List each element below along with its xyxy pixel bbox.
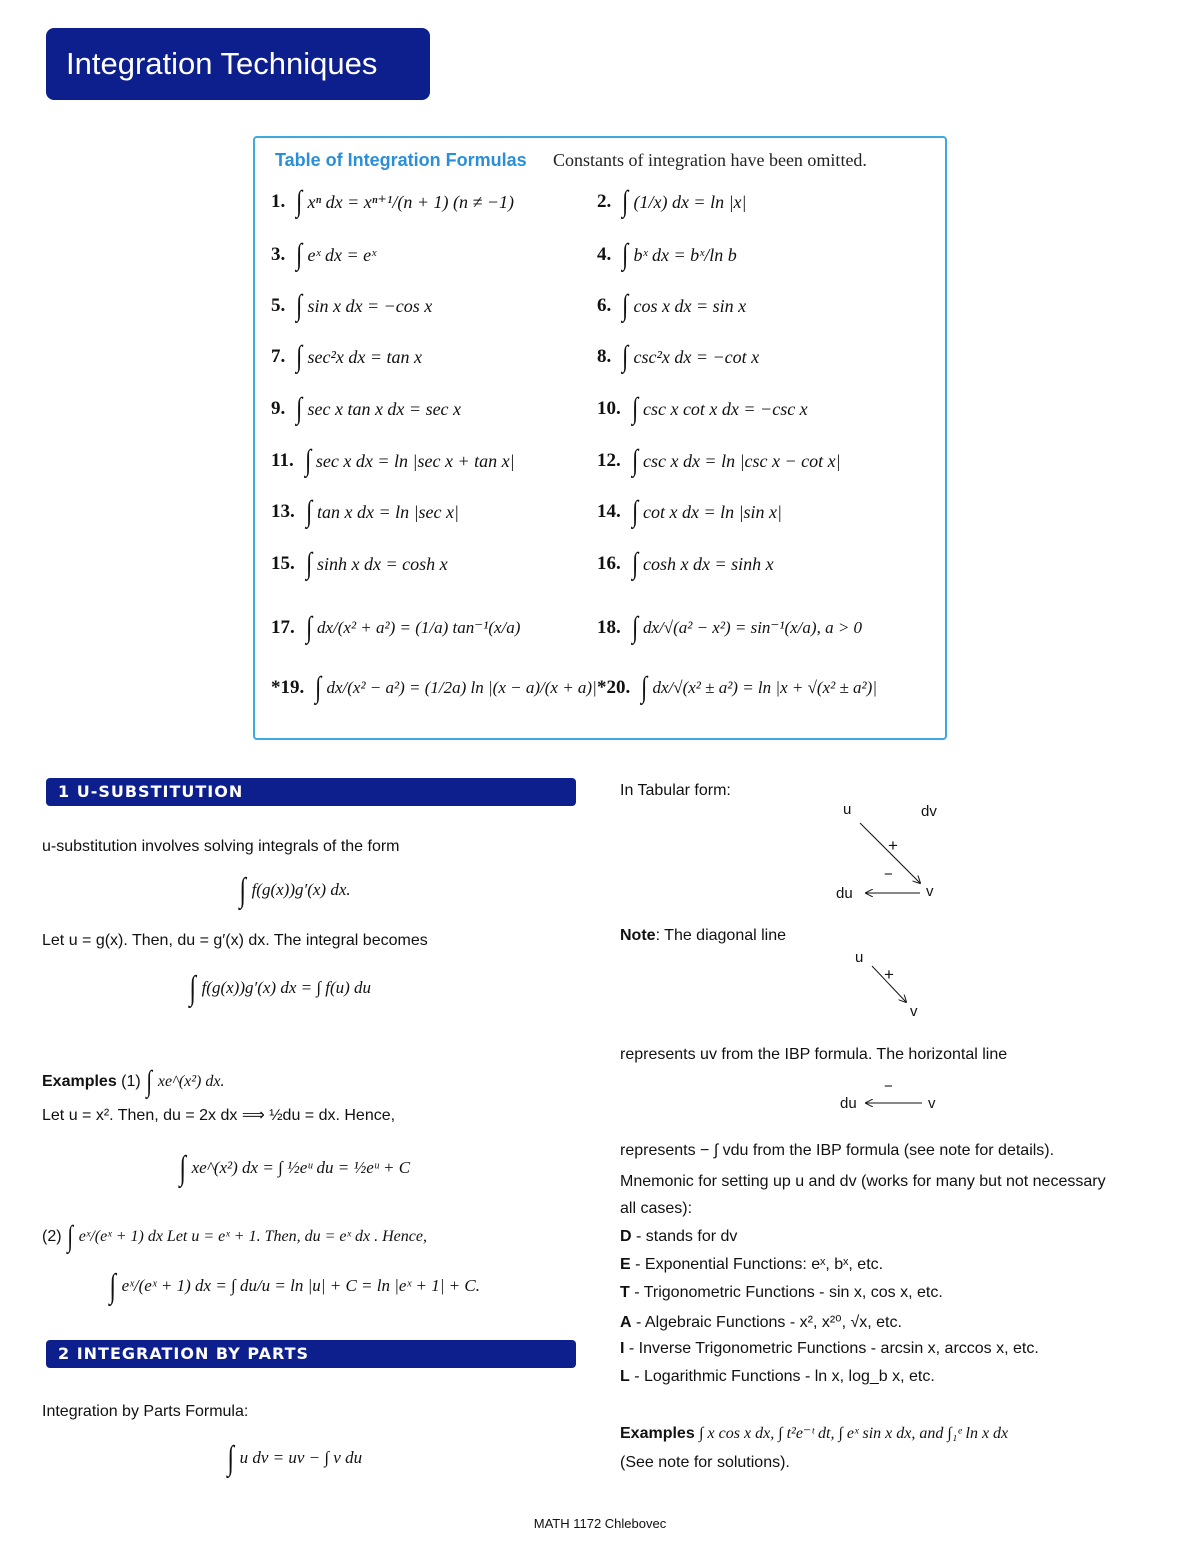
formula-number: 11.: [271, 450, 294, 471]
formula-13: [271, 492, 459, 532]
formula-number: 14.: [597, 501, 621, 522]
represents-vdu: represents − ∫ vdu from the IBP formula (see note for details).: [620, 1142, 1055, 1159]
usub-intro: u-substitution involves solving integrals of the form: [42, 838, 400, 855]
integral-sign: ∫: [305, 495, 312, 528]
section-header-usub: 1 U-SUBSTITUTION: [46, 778, 576, 806]
mnemonic-item: [620, 1312, 902, 1332]
formula-15: [271, 544, 448, 584]
mnemonic-item: [620, 1368, 935, 1386]
formula-expression: dx/(x² + a²) = (1/a) tan⁻¹(x/a): [316, 618, 521, 637]
formula-number: 15.: [271, 553, 295, 574]
integral-sign: ∫: [304, 444, 311, 477]
ibp-formula-expr: u dv = uv − ∫ v du: [239, 1447, 363, 1467]
formula-number: 13.: [271, 501, 295, 522]
formula-number: *20.: [597, 677, 631, 698]
examples-label: Examples: [42, 1073, 117, 1091]
formula-7: [271, 337, 422, 377]
formula-number: 10.: [597, 398, 621, 419]
formula-expression: cot x dx = ln |sin x|: [642, 501, 782, 522]
mnemonic-text: - Algebraic Functions - x², x²⁰, √x, etc.: [631, 1314, 902, 1331]
formula-number: 1.: [271, 191, 286, 212]
formula-8: [597, 337, 759, 377]
example-1-expr: xe^(x²) dx.: [157, 1073, 225, 1091]
example-2-result-expr: eˣ/(eˣ + 1) dx = ∫ du/u = ln |u| + C = ln |eˣ + 1| + C.: [121, 1275, 480, 1295]
mnemonic-text: - Logarithmic Functions - ln x, log_b x, etc.: [629, 1368, 935, 1385]
formula-number: 9.: [271, 398, 286, 419]
integral-sign: ∫: [631, 547, 638, 580]
formula-number: 3.: [271, 244, 286, 265]
formula-expression: sinh x dx = cosh x: [316, 553, 448, 574]
integral-sign: ∫: [622, 185, 629, 218]
formula-expression: dx/(x² − a²) = (1/2a) ln |(x − a)/(x + a)|: [326, 678, 597, 697]
usub-example-1-result: ∫ xe^(x²) dx = ∫ ½eᵘ du = ½eᵘ + C: [179, 1150, 411, 1187]
mnemonic-item: [620, 1228, 737, 1246]
section-header-ibp: 2 INTEGRATION BY PARTS: [46, 1340, 576, 1368]
tabular-v: v: [926, 883, 934, 900]
formula-10: [597, 389, 808, 429]
ibp-examples: [620, 1423, 1008, 1443]
formula-expression: dx/√(x² ± a²) = ln |x + √(x² ± a²)|: [652, 678, 877, 697]
formula-expression: bˣ dx = bˣ/ln b: [633, 244, 737, 265]
formula-expression: eˣ dx = eˣ: [307, 244, 377, 265]
diagonal-v: v: [910, 1003, 918, 1020]
note-line: [620, 927, 786, 945]
usub-example-1-let: Let u = x². Then, du = 2x dx ⟹ ½du = dx. Hence,: [42, 1107, 396, 1124]
formula-expression: (1/x) dx = ln |x|: [633, 191, 747, 212]
formula-number: 4.: [597, 244, 612, 265]
formula-expression: sec²x dx = tan x: [307, 346, 422, 367]
integral-sign: ∫: [631, 444, 638, 477]
formula-number: 18.: [597, 617, 621, 638]
formula-19: [271, 668, 597, 708]
integral-sign: ∫: [296, 238, 303, 271]
integral-sign: ∫: [622, 289, 629, 322]
mnemonic-item: [620, 1256, 883, 1274]
formula-12: [597, 441, 841, 481]
integral-sign: ∫: [631, 392, 638, 425]
usub-becomes-equation: ∫ f(g(x))g′(x) dx = ∫ f(u) du: [189, 970, 372, 1007]
integral-sign: ∫: [315, 671, 322, 704]
tabular-minus: −: [884, 866, 893, 883]
integral-sign: ∫: [305, 611, 312, 644]
mnemonic-text: - Trigonometric Functions - sin x, cos x, etc.: [629, 1284, 943, 1301]
usub-form-expr: f(g(x))g′(x) dx.: [251, 879, 351, 899]
horizontal-diagram: [860, 1095, 930, 1115]
usub-example-1: Examples (1) ∫ xe^(x²) dx.: [42, 1065, 225, 1098]
usub-let-line: Let u = g(x). Then, du = g′(x) dx. The integral becomes: [42, 932, 428, 949]
mnemonic-text: - Exponential Functions: eˣ, bˣ, etc.: [630, 1256, 884, 1273]
formula-number: *19.: [271, 677, 305, 698]
formula-number: 6.: [597, 295, 612, 316]
mnemonic-letter: D: [620, 1228, 632, 1245]
formula-number: 17.: [271, 617, 295, 638]
mnemonic-text: - Inverse Trigonometric Functions - arcsin x, arccos x, etc.: [624, 1340, 1039, 1357]
formula-number: 16.: [597, 553, 621, 574]
integral-sign: ∫: [622, 238, 629, 271]
formula-6: [597, 286, 746, 326]
integral-sign: ∫: [296, 392, 303, 425]
formula-5: [271, 286, 432, 326]
formula-expression: cosh x dx = sinh x: [642, 553, 774, 574]
formula-3: [271, 235, 376, 275]
formula-number: 7.: [271, 346, 286, 367]
represents-uv: represents uv from the IBP formula. The horizontal line: [620, 1046, 1008, 1063]
usub-becomes-expr: f(g(x))g′(x) dx = ∫ f(u) du: [201, 977, 372, 997]
example-1-result-expr: xe^(x²) dx = ∫ ½eᵘ du = ½eᵘ + C: [191, 1157, 411, 1177]
example-1-number: (1): [121, 1073, 141, 1091]
formula-18: [597, 608, 862, 648]
formula-expression: cos x dx = sin x: [633, 295, 747, 316]
tabular-u: u: [843, 801, 852, 818]
integral-sign: ∫: [641, 671, 648, 704]
formula-expression: dx/√(a² − x²) = sin⁻¹(x/a), a > 0: [642, 618, 863, 637]
integral-sign: ∫: [631, 495, 638, 528]
diagonal-plus: +: [884, 965, 894, 984]
ibp-examples-text: ∫ x cos x dx, ∫ t²e⁻ᵗ dt, ∫ eˣ sin x dx, and ∫₁ᵉ ln x dx: [699, 1425, 1009, 1442]
formula-expression: sec x tan x dx = sec x: [307, 398, 462, 419]
formula-14: [597, 492, 782, 532]
tabular-dv: dv: [921, 803, 937, 820]
tabular-du: du: [836, 885, 853, 902]
usub-example-2-result: ∫ eˣ/(eˣ + 1) dx = ∫ du/u = ln |u| + C = ln |eˣ + 1| + C.: [109, 1268, 480, 1305]
integration-formula-table: [253, 136, 947, 740]
formula-17: [271, 608, 520, 648]
mnemonic-letter: L: [620, 1368, 630, 1385]
note-text: : The diagonal line: [655, 927, 787, 944]
formula-11: [271, 441, 515, 481]
mnemonic-line-2: all cases):: [620, 1200, 693, 1217]
mnemonic-letter: E: [620, 1256, 631, 1273]
formula-20: [597, 668, 877, 708]
horizontal-minus: −: [884, 1078, 893, 1095]
mnemonic-text: - stands for dv: [631, 1228, 738, 1245]
mnemonic-letter: T: [620, 1284, 630, 1301]
formula-1: [271, 182, 514, 222]
diagonal-u: u: [855, 949, 864, 966]
ibp-formula-label: Integration by Parts Formula:: [42, 1403, 249, 1420]
integral-sign: ∫: [305, 547, 312, 580]
table-subtitle: Constants of integration have been omitted.: [553, 150, 867, 170]
formula-16: [597, 544, 774, 584]
example-2-number: (2): [42, 1228, 62, 1246]
table-title: Table of Integration Formulas: [275, 150, 527, 170]
see-note: (See note for solutions).: [620, 1454, 790, 1471]
formula-expression: csc x cot x dx = −csc x: [642, 398, 808, 419]
formula-expression: xⁿ dx = xⁿ⁺¹/(n + 1) (n ≠ −1): [307, 191, 514, 212]
ibp-examples-label: Examples: [620, 1425, 695, 1442]
mnemonic-line: Mnemonic for setting up u and dv (works for many but not necessary: [620, 1173, 1106, 1190]
horizontal-du: du: [840, 1095, 857, 1112]
example-2-let: eˣ/(eˣ + 1) dx Let u = eˣ + 1. Then, du = eˣ dx . Hence,: [78, 1228, 427, 1246]
integral-sign: ∫: [631, 611, 638, 644]
footer: MATH 1172 Chlebovec: [533, 1516, 667, 1531]
formula-number: 8.: [597, 346, 612, 367]
mnemonic-letter: I: [620, 1340, 625, 1357]
formula-expression: tan x dx = ln |sec x|: [316, 501, 459, 522]
formula-2: [597, 182, 746, 222]
formula-number: 5.: [271, 295, 286, 316]
tabular-form-label: In Tabular form:: [620, 782, 731, 799]
note-label: Note: [620, 927, 656, 944]
formula-number: 2.: [597, 191, 612, 212]
formula-number: 12.: [597, 450, 621, 471]
formula-expression: csc x dx = ln |csc x − cot x|: [642, 450, 841, 471]
usub-example-2: (2) ∫ eˣ/(eˣ + 1) dx Let u = eˣ + 1. Then, du = eˣ dx . Hence,: [42, 1220, 427, 1253]
integral-sign: ∫: [296, 340, 303, 373]
formula-expression: csc²x dx = −cot x: [633, 346, 760, 367]
page-title: Integration Techniques: [46, 28, 430, 100]
integral-sign: ∫: [296, 289, 303, 322]
formula-9: [271, 389, 461, 429]
integral-sign: ∫: [622, 340, 629, 373]
ibp-formula: ∫ u dv = uv − ∫ v du: [227, 1440, 363, 1477]
tabular-plus: +: [888, 836, 898, 855]
horizontal-v: v: [928, 1095, 936, 1112]
formula-expression: sec x dx = ln |sec x + tan x|: [315, 450, 515, 471]
mnemonic-item: [620, 1340, 1039, 1358]
mnemonic-item: [620, 1284, 943, 1302]
formula-4: [597, 235, 737, 275]
usub-form-equation: ∫ f(g(x))g′(x) dx.: [239, 872, 351, 909]
formula-expression: sin x dx = −cos x: [307, 295, 433, 316]
integral-sign: ∫: [296, 185, 303, 218]
mnemonic-letter: A: [620, 1314, 632, 1331]
